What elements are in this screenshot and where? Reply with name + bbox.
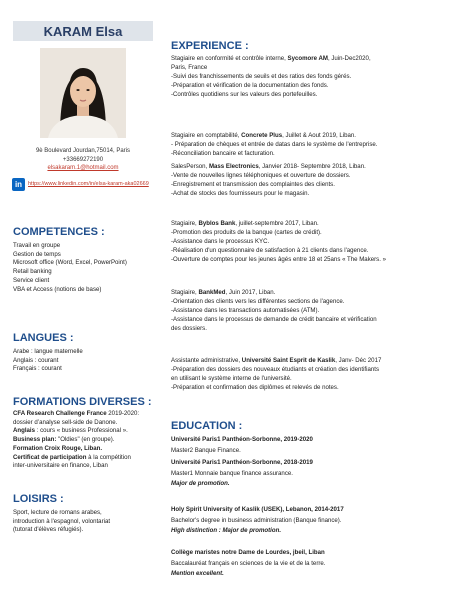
job-company: Byblos Bank (198, 220, 236, 227)
candidate-name: KARAM Elsa (43, 24, 123, 39)
phone: +33669272190 (62, 156, 104, 163)
job-line: -Promotion des produits de la banque (cartes de crédit). (171, 228, 322, 236)
job-dates: , Janvier 2018- Septembre 2018, Liban. (258, 163, 366, 170)
formation-text: dossier d’analyse sell-side de Danone. (13, 418, 118, 426)
degree: Master2 Banque Finance. (171, 446, 241, 454)
job-entry (171, 289, 461, 334)
langues-title: LANGUES : (13, 332, 74, 344)
job-header (171, 55, 461, 64)
distinction: Mention excellent. (171, 570, 224, 578)
job-role: Stagiaire en conformité et contrôle interne, (171, 55, 288, 62)
job-dates: , juillet-septembre 2017, Liban. (235, 220, 319, 227)
job-entry (171, 55, 461, 100)
job-line: -Réalisation d'un questionnaire de satisfaction à 21 clients dans l'agence. (171, 246, 369, 254)
formation-text: 2019-2020: (106, 410, 140, 417)
job-entry (171, 357, 461, 393)
job-company: Concrete Plus (241, 132, 283, 139)
job-role: Stagiaire en comptabilité, (171, 132, 242, 139)
loisirs-list (13, 509, 161, 535)
job-line: -Orientation des clients vers les différentes sections de l'agence. (171, 297, 345, 305)
school-name: Holy Spirit University of Kaslik (USEK), Lebanon, 2014-2017 (171, 506, 344, 513)
job-line: - Préparation de chèques et entrée de datas dans le système de l'entreprise. (171, 140, 378, 148)
formations-title: FORMATIONS DIVERSES : (13, 396, 152, 408)
formation-bold: CFA Research Challenge France (13, 410, 107, 417)
education-title: EDUCATION : (171, 420, 243, 432)
formation-line (13, 445, 161, 454)
competences-list (13, 242, 161, 294)
job-dates: , Juillet & Aout 2019, Liban. (282, 132, 356, 139)
list-item: Travail en groupe (13, 242, 61, 249)
degree: Bachelor's degree in business administration (Banque finance). (171, 516, 342, 524)
job-line: -Vente de nouvelles lignes téléphoniques et ouverture de dossiers. (171, 171, 351, 179)
formation-bold: Business plan: (13, 436, 57, 444)
email-link[interactable]: elsakaram.1@hotmail.com (47, 165, 119, 171)
experience-title: EXPERIENCE : (171, 40, 249, 52)
school-name: Université Paris1 Panthéon-Sorbonne, 2018-2019 (171, 459, 313, 466)
linkedin-link[interactable]: https://www.linkedin.com/in/elsa-karam-aka02669 (28, 181, 149, 187)
job-line: Paris, France (171, 63, 208, 71)
job-role: SalesPerson, (171, 163, 209, 170)
formation-line (13, 410, 161, 419)
list-item: introduction à l'espagnol, volontariat (13, 517, 111, 525)
distinction: High distinction : Major de promotion. (171, 527, 282, 535)
formation-line (13, 462, 161, 471)
list-item: Anglais : courant (13, 356, 59, 364)
list-item: Arabe : langue maternelle (13, 348, 83, 355)
formation-line (13, 454, 161, 463)
job-line: -Enregistrement et transmission des complaintes des clients. (171, 180, 335, 188)
school-name: Collège maristes notre Dame de Lourdes, jbeil, Liban (171, 549, 325, 556)
formation-bold: Certificat de participation (13, 453, 87, 461)
job-line: en utilisant le système interne de l'université. (171, 374, 292, 382)
job-entry (171, 220, 461, 265)
job-line: -Préparation des dossiers des nouveaux étudiants et création des identifiants (171, 365, 379, 373)
job-role: Assistante administrative, (171, 357, 242, 364)
job-line: -Achat de stocks des fournisseurs pour le magasin. (171, 189, 310, 197)
job-entry (171, 163, 461, 199)
job-entry (171, 132, 461, 159)
formation-line (13, 436, 161, 445)
formation-bold: Formation Croix Rouge, Liban. (13, 444, 103, 452)
job-line: -Assistance dans le processus KYC. (171, 237, 270, 245)
list-item: Gestion de temps (13, 250, 61, 258)
job-header (171, 163, 461, 172)
list-item: Français : courant (13, 365, 62, 373)
job-dates: , Janv- Déc 2017 (335, 357, 382, 364)
education-entry (171, 505, 461, 537)
job-company: Sycomore AM (287, 55, 328, 62)
linkedin-icon[interactable]: in (12, 178, 25, 191)
list-item: Sport, lecture de romans arabes, (13, 509, 102, 516)
job-header (171, 220, 461, 229)
education-entry (171, 435, 461, 456)
job-line: -Réconciliation bancaire et facturation. (171, 149, 275, 157)
job-line: -Préparation et vérification de la documentation des fonds. (171, 81, 329, 89)
formation-line (13, 427, 161, 436)
profile-photo (40, 48, 126, 138)
list-item: (tutorat d'élèves réfugiés). (13, 526, 84, 534)
job-dates: , Juin-Dec2020, (327, 55, 371, 62)
job-line: -Assistance dans le processus de demande de crédit bancaire et vérification (171, 315, 377, 323)
formation-text: à la compétition (86, 453, 131, 461)
job-header (171, 289, 461, 298)
loisirs-title: LOISIRS : (13, 493, 64, 505)
list-item: Retail banking (13, 268, 52, 276)
education-entry (171, 548, 461, 580)
left-column (0, 0, 164, 599)
school-name: Université Paris1 Panthéon-Sorbonne, 2019-2020 (171, 436, 313, 443)
list-item: Microsoft office (Word, Excel, PowerPoint) (13, 259, 127, 267)
job-role: Stagiaire, (171, 220, 199, 227)
job-line: -Ouverture de comptes pour les jeunes âgés entre 18 et 25ans « The Makers. » (171, 255, 386, 263)
right-column (166, 0, 465, 599)
job-company: BankMed (198, 289, 226, 296)
linkedin-row (12, 178, 162, 202)
job-role: Stagiaire, (171, 289, 199, 296)
job-company: Mass Electronics (208, 163, 259, 170)
degree: Baccalauréat français en sciences de la vie et de la terre. (171, 559, 326, 567)
job-line: -Assistance dans les transactions automatisées (ATM). (171, 306, 320, 314)
competences-title: COMPETENCES : (13, 226, 105, 238)
job-line: -Contrôles quotidiens sur les valeurs des portefeuilles. (171, 90, 318, 98)
formation-text: "Oldies" (en groupe). (56, 436, 115, 444)
degree: Master1 Monnaie banque finance assurance. (171, 469, 293, 477)
list-item: Service client (13, 276, 50, 284)
formation-bold: Anglais (13, 427, 36, 435)
address: 9è Boulevard Jourdan,75014, Paris (35, 148, 131, 154)
distinction: Major de promotion. (171, 480, 230, 488)
job-line: -Préparation et confirmation des diplômes et relevés de notes. (171, 383, 339, 391)
job-line: des dossiers. (171, 324, 207, 332)
langues-list (13, 348, 161, 374)
formation-text: inter-universitaire en finance, Liban (13, 462, 108, 470)
job-line: -Suivi des franchissements de seuils et des ratios des fonds gérés. (171, 72, 352, 80)
job-header (171, 357, 461, 366)
job-company: Université Saint Esprit de Kaslik (241, 357, 336, 364)
name-banner (13, 21, 153, 41)
job-header (171, 132, 461, 141)
formation-text: : cours « business Professional ». (35, 427, 128, 435)
formations-list (13, 410, 161, 471)
list-item: VBA et Access (notions de base) (13, 285, 102, 293)
job-dates: , Juin 2017, Liban. (225, 289, 276, 296)
education-entry (171, 458, 461, 490)
formation-line (13, 419, 161, 428)
contact-info (10, 147, 156, 173)
